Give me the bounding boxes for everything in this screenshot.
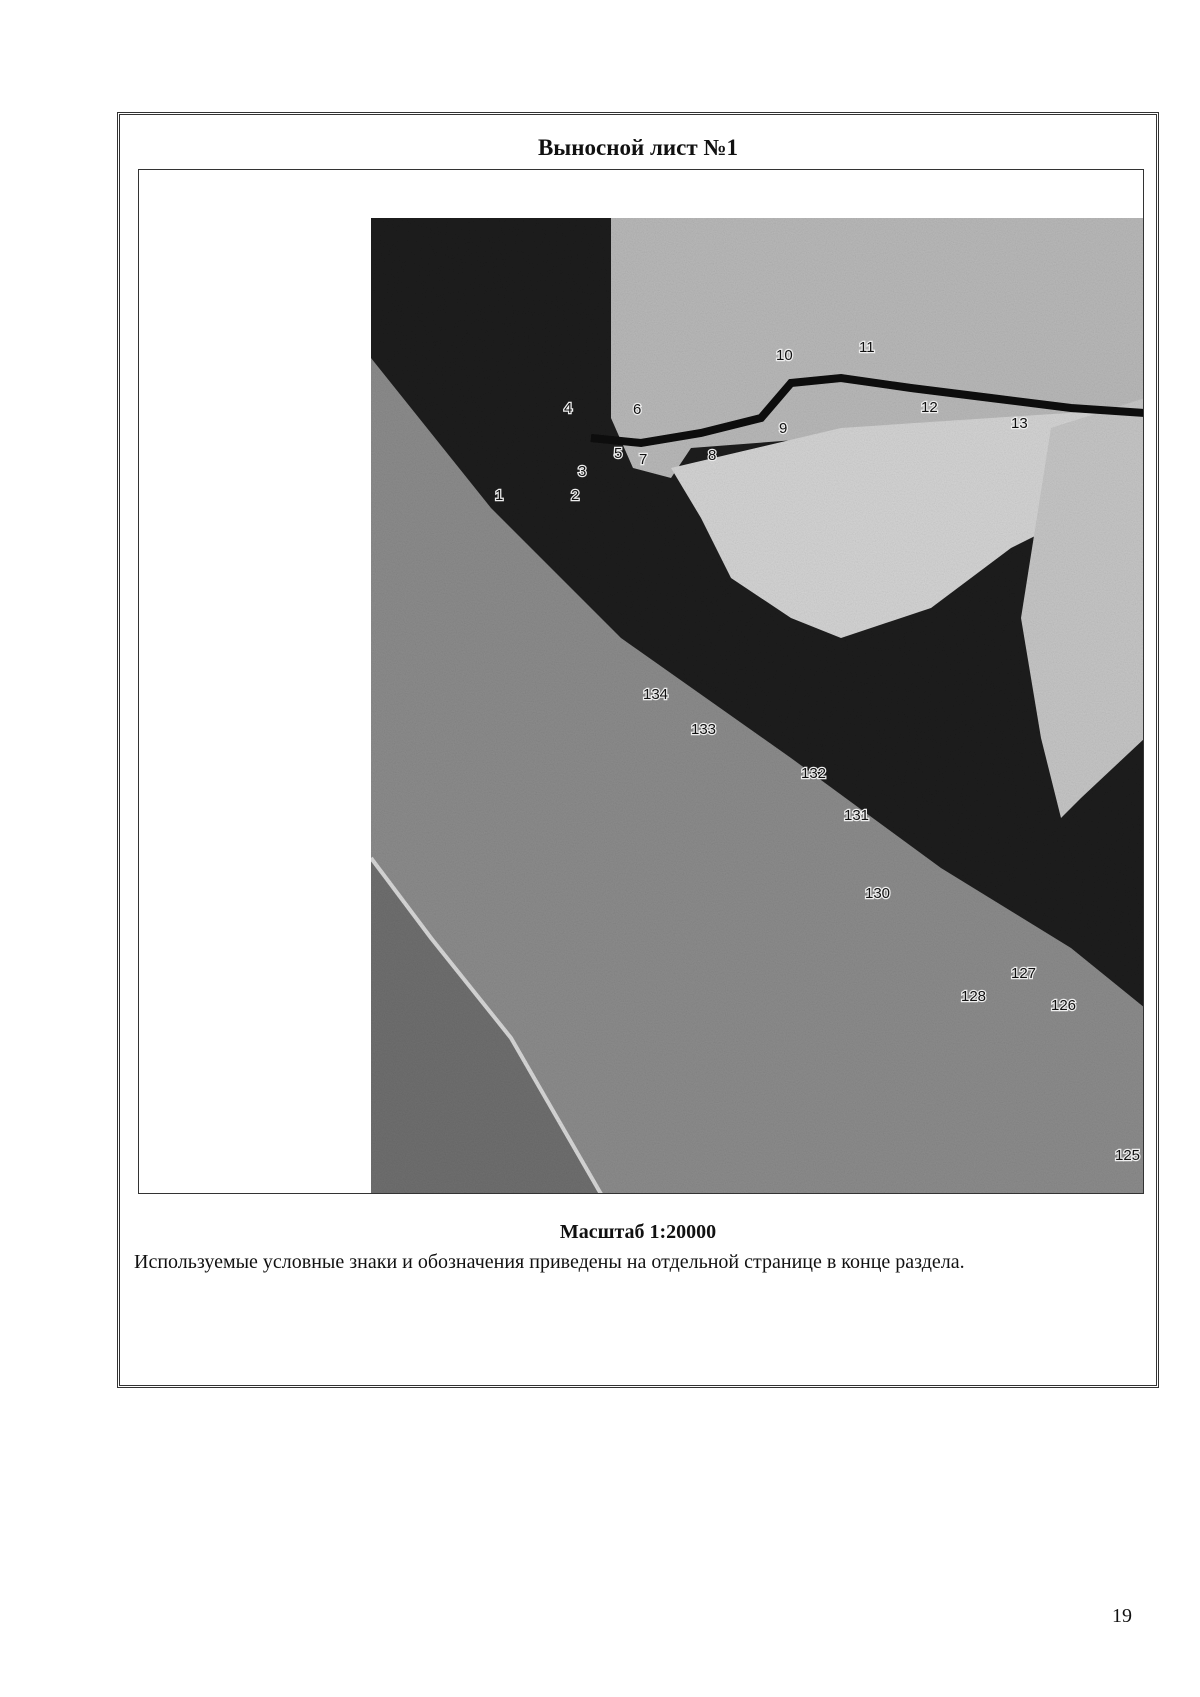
- point-label: 8: [708, 447, 717, 464]
- point-label: 13: [1011, 415, 1028, 432]
- point-label: 127: [1011, 965, 1037, 982]
- point-label: 7: [639, 451, 648, 468]
- satellite-map: [371, 218, 1144, 1194]
- legend-note: Используемые условные знаки и обозначения приведены на отдельной странице в конце раздела.: [134, 1251, 965, 1273]
- point-label: 134: [643, 686, 669, 703]
- point-label: 130: [865, 885, 891, 902]
- point-label: 1: [495, 487, 504, 504]
- point-label: 6: [633, 401, 642, 418]
- point-label: 5: [614, 445, 623, 462]
- point-label: 2: [571, 487, 580, 504]
- point-label: 11: [859, 339, 875, 356]
- point-label: 132: [801, 765, 827, 782]
- map-scale: Масштаб 1:20000: [559, 1221, 717, 1243]
- point-label: 133: [691, 721, 717, 738]
- point-label: 128: [961, 988, 987, 1005]
- point-label: 12: [921, 399, 938, 416]
- page-number: 19: [1112, 1605, 1132, 1627]
- point-label: 10: [776, 347, 793, 364]
- point-label: 9: [779, 420, 788, 437]
- point-label: 126: [1051, 997, 1077, 1014]
- point-label: 125: [1115, 1147, 1141, 1164]
- sheet-title: Выносной лист №1: [537, 135, 739, 160]
- point-label: 3: [578, 463, 587, 480]
- map-frame: [138, 169, 1144, 1194]
- sheet-frame: [117, 112, 1159, 1388]
- point-label: 4: [564, 400, 573, 417]
- point-label: 131: [844, 807, 870, 824]
